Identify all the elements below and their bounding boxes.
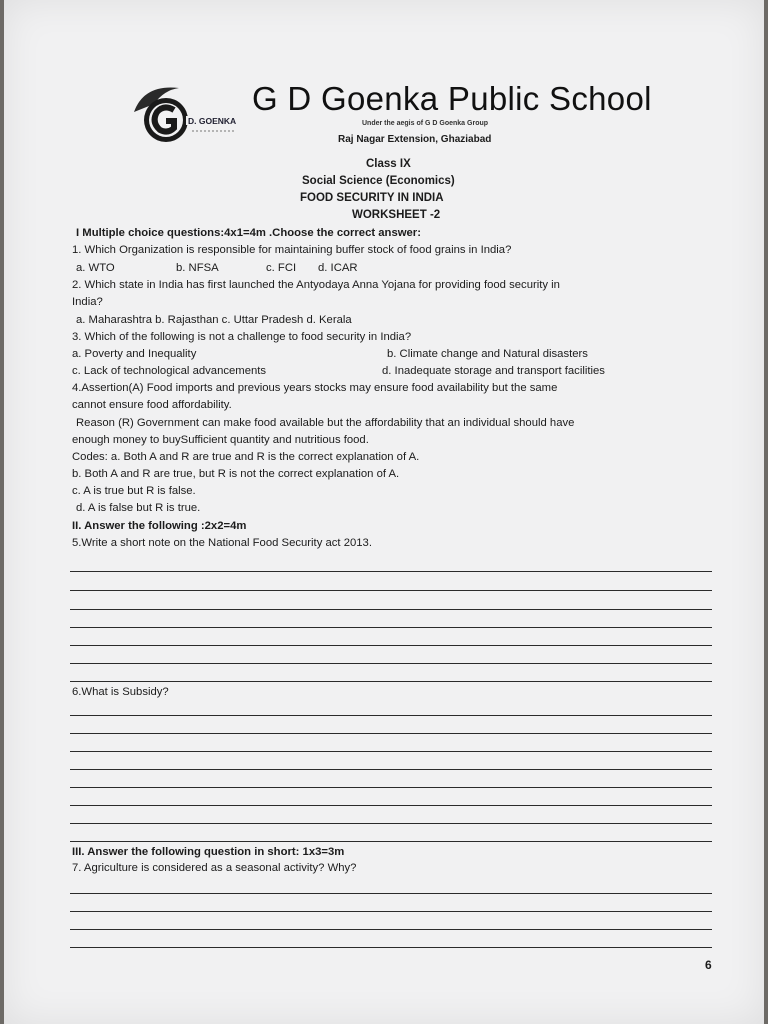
answer-line [70,663,712,664]
q4-code-c: c. A is true but R is false. [72,485,196,497]
answer-line [70,609,712,610]
answer-line [70,681,712,682]
q1-option-b: b. NFSA [176,262,219,274]
q2-options: a. Maharashtra b. Rajasthan c. Uttar Pradesh d. Kerala [76,314,352,326]
answer-line [70,911,712,912]
answer-line [70,590,712,591]
q1-text: 1. Which Organization is responsible for maintaining buffer stock of food grains in India? [72,244,512,256]
q4-reason-line2: enough money to buySufficient quantity and nutritious food. [72,434,369,446]
q3-option-c: c. Lack of technological advancements [72,365,267,377]
svg-text:D. GOENKA: D. GOENKA [188,116,237,126]
q3-option-d: d. Inadequate storage and transport facilities [382,365,605,377]
answer-line [70,645,712,646]
subject-label: Social Science (Economics) [302,175,455,187]
q4-code-a: Codes: a. Both A and R are true and R is the correct explanation of A. [72,451,420,463]
answer-line [70,733,712,734]
q5-text: 5.Write a short note on the National Food Security act 2013. [72,537,372,549]
answer-line [70,823,712,824]
answer-line [70,571,712,572]
q3-option-a: a. Poverty and Inequality [72,348,197,360]
q6-text: 6.What is Subsidy? [72,686,169,698]
q3-option-b: b. Climate change and Natural disasters [387,348,588,360]
q4-code-d: d. A is false but R is true. [76,502,201,514]
answer-line [70,751,712,752]
q1-option-d: d. ICAR [318,262,358,274]
q7-text: 7. Agriculture is considered as a seasonal activity? Why? [72,862,357,874]
q1-option-a: a. WTO [76,262,115,274]
q4-code-b: b. Both A and R are true, but R is not the correct explanation of A. [72,468,400,480]
answer-line [70,893,712,894]
school-logo-icon [124,82,254,152]
q4-assertion-line2: cannot ensure food affordability. [72,399,232,411]
worksheet-page [4,0,764,1024]
q1-option-c: c. FCI [266,262,297,274]
school-address: Raj Nagar Extension, Ghaziabad [338,134,492,145]
chapter-title: FOOD SECURITY IN INDIA [300,192,444,204]
answer-line [70,947,712,948]
school-name: G D Goenka Public School [252,80,652,117]
answer-line [70,929,712,930]
worksheet-label: WORKSHEET -2 [352,209,441,221]
answer-line [70,787,712,788]
q4-reason-line1: Reason (R) Government can make food available but the affordability that an individual should have [76,417,575,429]
class-label: Class IX [366,158,411,170]
answer-line [70,805,712,806]
q3-text: 3. Which of the following is not a challenge to food security in India? [72,331,412,343]
q2-text-line1: 2. Which state in India has first launched the Antyodaya Anna Yojana for providing food security in [72,279,560,291]
answer-line [70,715,712,716]
school-tagline: Under the aegis of G D Goenka Group [362,120,489,127]
answer-line [70,841,712,842]
answer-line [70,769,712,770]
section2-heading: II. Answer the following :2x2=4m [72,520,247,532]
page-number: 6 [705,958,712,972]
q2-text-line2: India? [72,296,103,308]
q4-assertion-line1: 4.Assertion(A) Food imports and previous years stocks may ensure food availability but the same [72,382,558,394]
section1-heading: I Multiple choice questions:4x1=4m .Choose the correct answer: [76,227,421,239]
answer-line [70,627,712,628]
section3-heading: III. Answer the following question in short: 1x3=3m [72,846,345,858]
